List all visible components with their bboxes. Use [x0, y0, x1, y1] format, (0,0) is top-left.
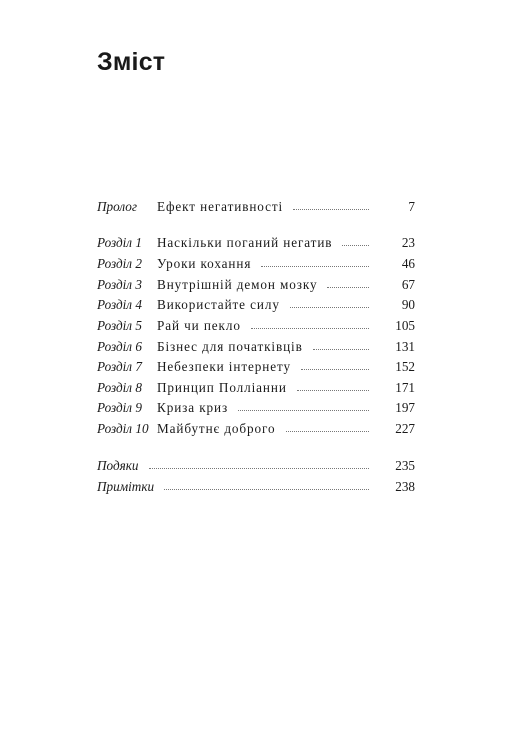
toc-title: Майбутнє доброго — [157, 421, 276, 436]
toc-label: Розділ 7 — [97, 359, 142, 374]
dot-leader — [164, 489, 369, 490]
toc-title: Використайте силу — [157, 297, 280, 312]
toc-entry-chapter[interactable] — [97, 254, 415, 274]
toc-entry-notes[interactable] — [97, 477, 415, 497]
toc-entry-acknowledgements[interactable] — [97, 456, 415, 476]
dot-leader — [327, 287, 369, 288]
toc-page-number: 227 — [395, 421, 415, 436]
toc-title: Бізнес для початківців — [157, 339, 303, 354]
dot-leader — [238, 410, 369, 411]
toc-page-number: 171 — [395, 380, 415, 395]
toc-entry-chapter[interactable] — [97, 378, 415, 398]
toc-label: Розділ 2 — [97, 256, 142, 271]
toc-page-number: 7 — [408, 199, 415, 214]
toc-label: Розділ 1 — [97, 235, 142, 250]
toc-label: Розділ 6 — [97, 339, 142, 354]
toc-label: Розділ 3 — [97, 277, 142, 292]
dot-leader — [290, 307, 369, 308]
page-title: Зміст — [97, 48, 166, 76]
toc-entry-chapter[interactable] — [97, 337, 415, 357]
toc-page-number: 235 — [395, 458, 415, 473]
toc-title: Принцип Полліанни — [157, 380, 287, 395]
toc-label: Розділ 8 — [97, 380, 142, 395]
toc-label: Розділ 5 — [97, 318, 142, 333]
toc-page-number: 105 — [395, 318, 415, 333]
toc-title: Наскільки поганий негатив — [157, 235, 333, 250]
toc-page-number: 152 — [395, 359, 415, 374]
toc-title: Криза криз — [157, 400, 229, 415]
toc-entry-prologue[interactable] — [97, 197, 415, 217]
dot-leader — [261, 266, 369, 267]
dot-leader — [297, 390, 369, 391]
toc-entry-chapter[interactable] — [97, 316, 415, 336]
toc-title: Ефект негативності — [157, 199, 284, 214]
toc-entry-chapter[interactable] — [97, 398, 415, 418]
toc-page-number: 67 — [401, 277, 415, 292]
dot-leader — [293, 209, 369, 210]
toc-label: Подяки — [97, 458, 139, 473]
toc-title: Внутрішній демон мозку — [157, 277, 318, 292]
dot-leader — [313, 349, 369, 350]
toc-entry-chapter[interactable] — [97, 233, 415, 253]
toc-title: Уроки кохання — [157, 256, 252, 271]
dot-leader — [286, 431, 369, 432]
toc-entry-chapter[interactable] — [97, 275, 415, 295]
toc-title: Небезпеки інтернету — [157, 359, 291, 374]
dot-leader — [251, 328, 369, 329]
toc-page-number: 23 — [401, 235, 415, 250]
toc-label: Примітки — [97, 479, 155, 494]
toc-label: Розділ 10 — [97, 421, 149, 436]
toc-label: Розділ 4 — [97, 297, 142, 312]
toc-entry-chapter[interactable] — [97, 419, 415, 439]
toc-entry-chapter[interactable] — [97, 357, 415, 377]
toc-page-number: 131 — [395, 339, 415, 354]
toc-page-number: 238 — [395, 479, 415, 494]
dot-leader — [149, 468, 369, 469]
dot-leader — [342, 245, 369, 246]
toc-page-number: 90 — [401, 297, 415, 312]
toc-entry-chapter[interactable] — [97, 295, 415, 315]
toc-page-number: 197 — [395, 400, 415, 415]
dot-leader — [301, 369, 369, 370]
toc-page-number: 46 — [401, 256, 415, 271]
toc-label: Розділ 9 — [97, 400, 142, 415]
toc-title: Рай чи пекло — [157, 318, 241, 333]
toc-label: Пролог — [97, 199, 138, 214]
